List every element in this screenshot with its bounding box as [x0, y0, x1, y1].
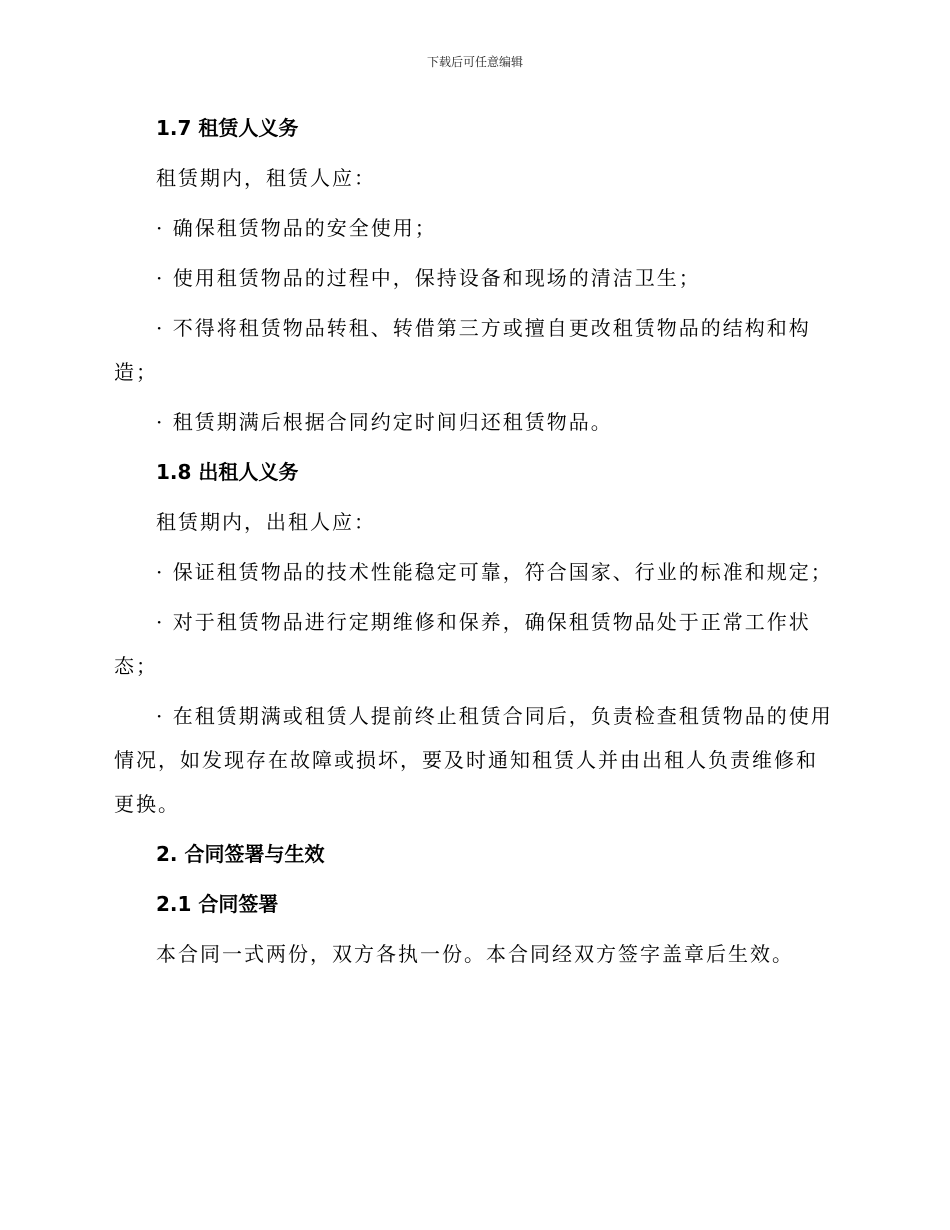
list-item-cleanliness: · 使用租赁物品的过程中，保持设备和现场的清洁卫生； [156, 266, 701, 290]
list-item-inspection: · 在租赁期满或租赁人提前终止租赁合同后，负责检查租赁物品的使用情况，如发现存在故障或损坏，要及时通知租赁人并由出租人负责维修和更换。 [114, 704, 833, 816]
section-heading-2: 2. 合同签署与生效 [156, 842, 325, 866]
paragraph-lessee-intro: 租赁期内，租赁人应： [156, 166, 376, 190]
page-header: 下载后可任意编辑 [426, 55, 523, 69]
list-item-maintenance: · 对于租赁物品进行定期维修和保养，确保租赁物品处于正常工作状态； [114, 610, 811, 678]
list-item-return-items: · 租赁期满后根据合同约定时间归还租赁物品。 [156, 410, 613, 434]
paragraph-signing: 本合同一式两份，双方各执一份。本合同经双方签字盖章后生效。 [156, 942, 794, 966]
list-item-safe-use: · 确保租赁物品的安全使用； [156, 216, 437, 240]
list-item-performance: · 保证租赁物品的技术性能稳定可靠，符合国家、行业的标准和规定； [156, 560, 833, 584]
paragraph-lessor-intro: 租赁期内，出租人应： [156, 510, 376, 534]
section-heading-1-7: 1.7 租赁人义务 [156, 116, 299, 140]
section-heading-2-1: 2.1 合同签署 [156, 892, 279, 916]
list-item-no-sublease: · 不得将租赁物品转租、转借第三方或擅自更改租赁物品的结构和构造； [114, 316, 811, 384]
section-heading-1-8: 1.8 出租人义务 [156, 460, 299, 484]
document-body [114, 106, 834, 982]
